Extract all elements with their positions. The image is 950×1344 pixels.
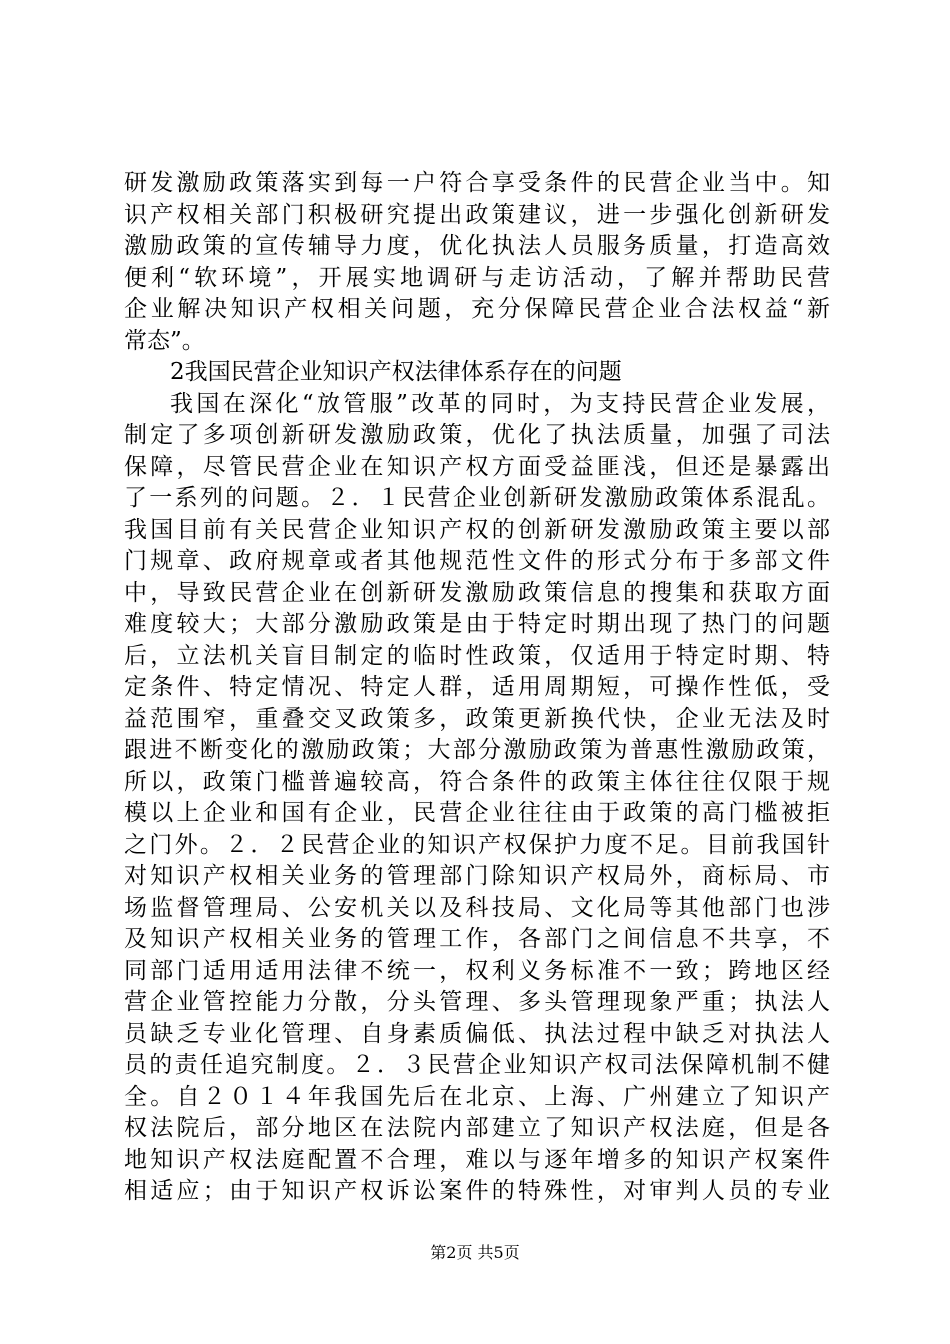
paragraph-line: 模以上企业和国有企业，民营企业往往由于政策的高门槛被拒: [124, 800, 830, 826]
paragraph-line: 同部门适用适用法律不统一，权利义务标准不一致；跨地区经: [124, 957, 830, 984]
paragraph-line: 全。自２０１４年我国先后在北京、上海、广州建立了知识产: [124, 1083, 830, 1110]
paragraph-line: 难度较大；大部分激励政策是由于特定时期出现了热门的问题: [124, 611, 830, 637]
paragraph-line: 相适应；由于知识产权诉讼案件的特殊性，对审判人员的专业: [124, 1178, 830, 1204]
paragraph-line: 激励政策的宣传辅导力度，优化执法人员服务质量，打造高效: [124, 233, 830, 259]
paragraph-line: 益范围窄，重叠交叉政策多，政策更新换代快，企业无法及时: [124, 705, 830, 732]
paragraph-line: 了一系列的问题。２．１民营企业创新研发激励政策体系混乱。: [124, 485, 830, 511]
paragraph-line: 我国目前有关民营企业知识产权的创新研发激励政策主要以部: [124, 516, 830, 543]
paragraph-line: 及知识产权相关业务的管理工作，各部门之间信息不共享，不: [124, 926, 830, 952]
paragraph-line: 员的责任追究制度。２．３民营企业知识产权司法保障机制不健: [124, 1052, 830, 1078]
paragraph-line: 中，导致民营企业在创新研发激励政策信息的搜集和获取方面: [124, 579, 830, 606]
paragraph-line: 识产权相关部门积极研究提出政策建议，进一步强化创新研发: [124, 201, 830, 228]
paragraph-line: 我国在深化“放管服”改革的同时，为支持民营企业发展，: [170, 390, 830, 417]
paragraph-line: 场监督管理局、公安机关以及科技局、文化局等其他部门也涉: [124, 894, 830, 921]
paragraph-line: 制定了多项创新研发激励政策，优化了执法质量，加强了司法: [124, 422, 830, 448]
paragraph-line: 地知识产权法庭配置不合理，难以与逐年增多的知识产权案件: [124, 1146, 830, 1173]
paragraph-line: 所以，政策门槛普遍较高，符合条件的政策主体往往仅限于规: [124, 768, 830, 795]
paragraph-line: 对知识产权相关业务的管理部门除知识产权局外，商标局、市: [124, 863, 830, 889]
paragraph-line: 跟进不断变化的激励政策；大部分激励政策为普惠性激励政策，: [124, 737, 830, 763]
paragraph-line: 便利“软环境”，开展实地调研与走访活动，了解并帮助民营: [124, 264, 830, 291]
paragraph-line: 研发激励政策落实到每一户符合享受条件的民营企业当中。知: [124, 170, 830, 196]
page-footer: [0, 1243, 950, 1263]
document-body: [124, 168, 830, 1208]
paragraph-line: 之门外。２．２民营企业的知识产权保护力度不足。目前我国针: [124, 831, 830, 858]
paragraph-line: 营企业管控能力分散，分头管理、多头管理现象严重；执法人: [124, 989, 830, 1015]
paragraph-line: 常态”。: [124, 327, 205, 354]
paragraph-line: 企业解决知识产权相关问题，充分保障民营企业合法权益“新: [124, 296, 830, 322]
page-number-label: 第2页 共5页: [430, 1243, 520, 1262]
section-heading: 2我国民营企业知识产权法律体系存在的问题: [170, 359, 622, 385]
paragraph-line: 权法院后，部分地区在法院内部建立了知识产权法庭，但是各: [124, 1115, 830, 1141]
paragraph-line: 保障，尽管民营企业在知识产权方面受益匪浅，但还是暴露出: [124, 453, 830, 480]
paragraph-line: 员缺乏专业化管理、自身素质偏低、执法过程中缺乏对执法人: [124, 1020, 830, 1047]
paragraph-line: 门规章、政府规章或者其他规范性文件的形式分布于多部文件: [124, 548, 830, 574]
paragraph-line: 定条件、特定情况、特定人群，适用周期短，可操作性低，受: [124, 674, 830, 700]
paragraph-line: 后，立法机关盲目制定的临时性政策，仅适用于特定时期、特: [124, 642, 830, 669]
